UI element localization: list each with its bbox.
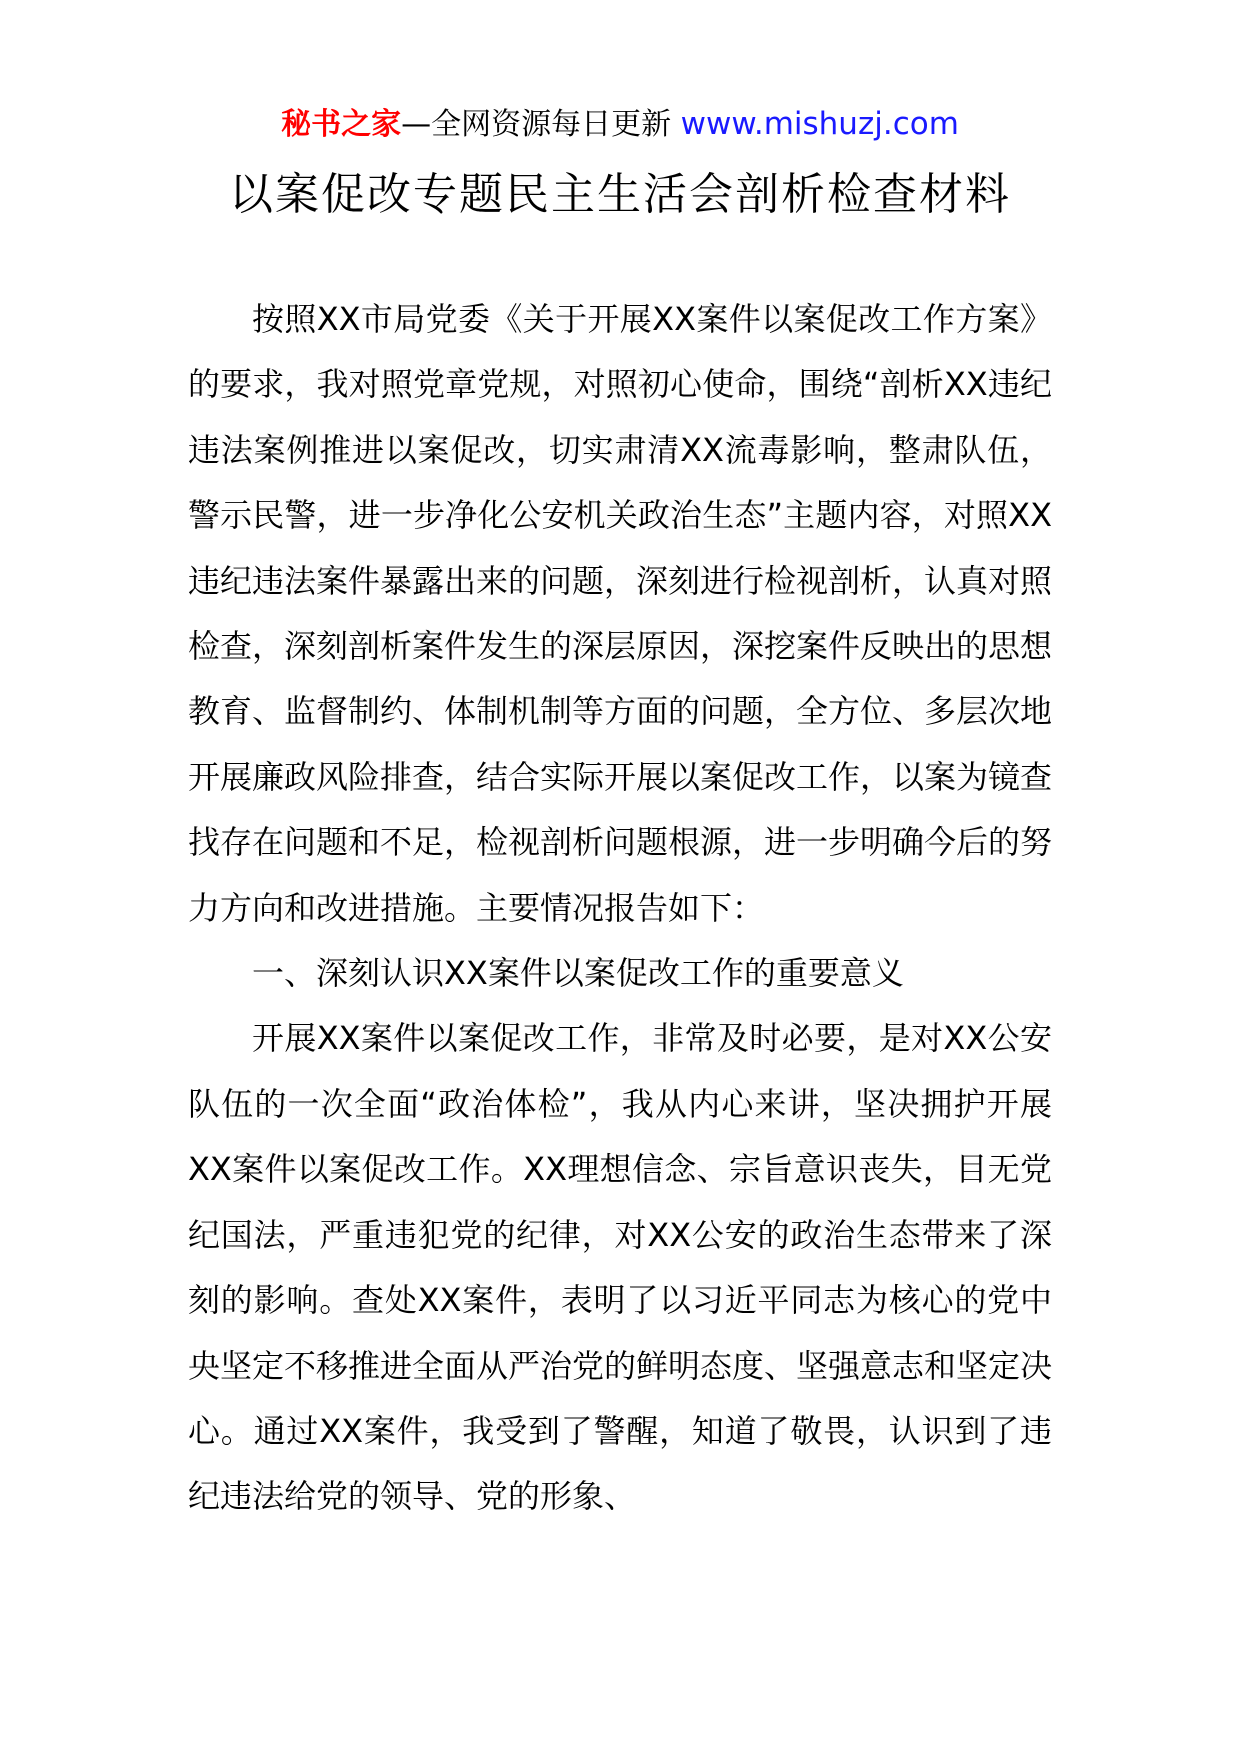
brand-name: 秘书之家 xyxy=(281,107,402,142)
document-title: 以案促改专题民主生活会剖析检查材料 xyxy=(229,169,1011,220)
header-tagline: —全网资源每日更新 xyxy=(401,107,681,142)
intro-paragraph: 按照XX市局党委《关于开展XX案件以案促改工作方案》的要求，我对照党章党规，对照初心使命，围绕“剖析XX违纪违法案例推进以案促改，切实肃清XX流毒影响，整肃队伍，警示民警，进一步净化公安机关政治生态”主题内容，对照XX违纪违法案件暴露出来的问题，深刻进行检视剖析，认真对照检查，深刻剖析案件发生的深层原因，深挖案件反映出的思想教育、监督制约、体制机制等方面的问题，全方位、多层次地开展廉政风险排查，结合实际开展以案促改工作，以案为镜查找存在问题和不足，检视剖析问题根源，进一步明确今后的努力方向和改进措施。主要情况报告如下： xyxy=(188,300,1053,927)
site-header xyxy=(0,100,1240,149)
section-heading: 一、深刻认识XX案件以案促改工作的重要意义 xyxy=(252,954,904,993)
site-url-link[interactable]: www.mishuzj.com xyxy=(680,106,959,142)
document-body xyxy=(188,287,1052,1530)
section-paragraph: 开展XX案件以案促改工作，非常及时必要，是对XX公安队伍的一次全面“政治体检”，我从内心来讲，坚决拥护开展XX案件以案促改工作。XX理想信念、宗旨意识丧失，目无党纪国法，严重违犯党的纪律，对XX公安的政治生态带来了深刻的影响。查处XX案件，表明了以习近平同志为核心的党中央坚定不移推进全面从严治党的鲜明态度、坚强意志和坚定决心。通过XX案件，我受到了警醒，知道了敬畏，认识到了违纪违法给党的领导、党的形象、 xyxy=(188,1019,1053,1516)
